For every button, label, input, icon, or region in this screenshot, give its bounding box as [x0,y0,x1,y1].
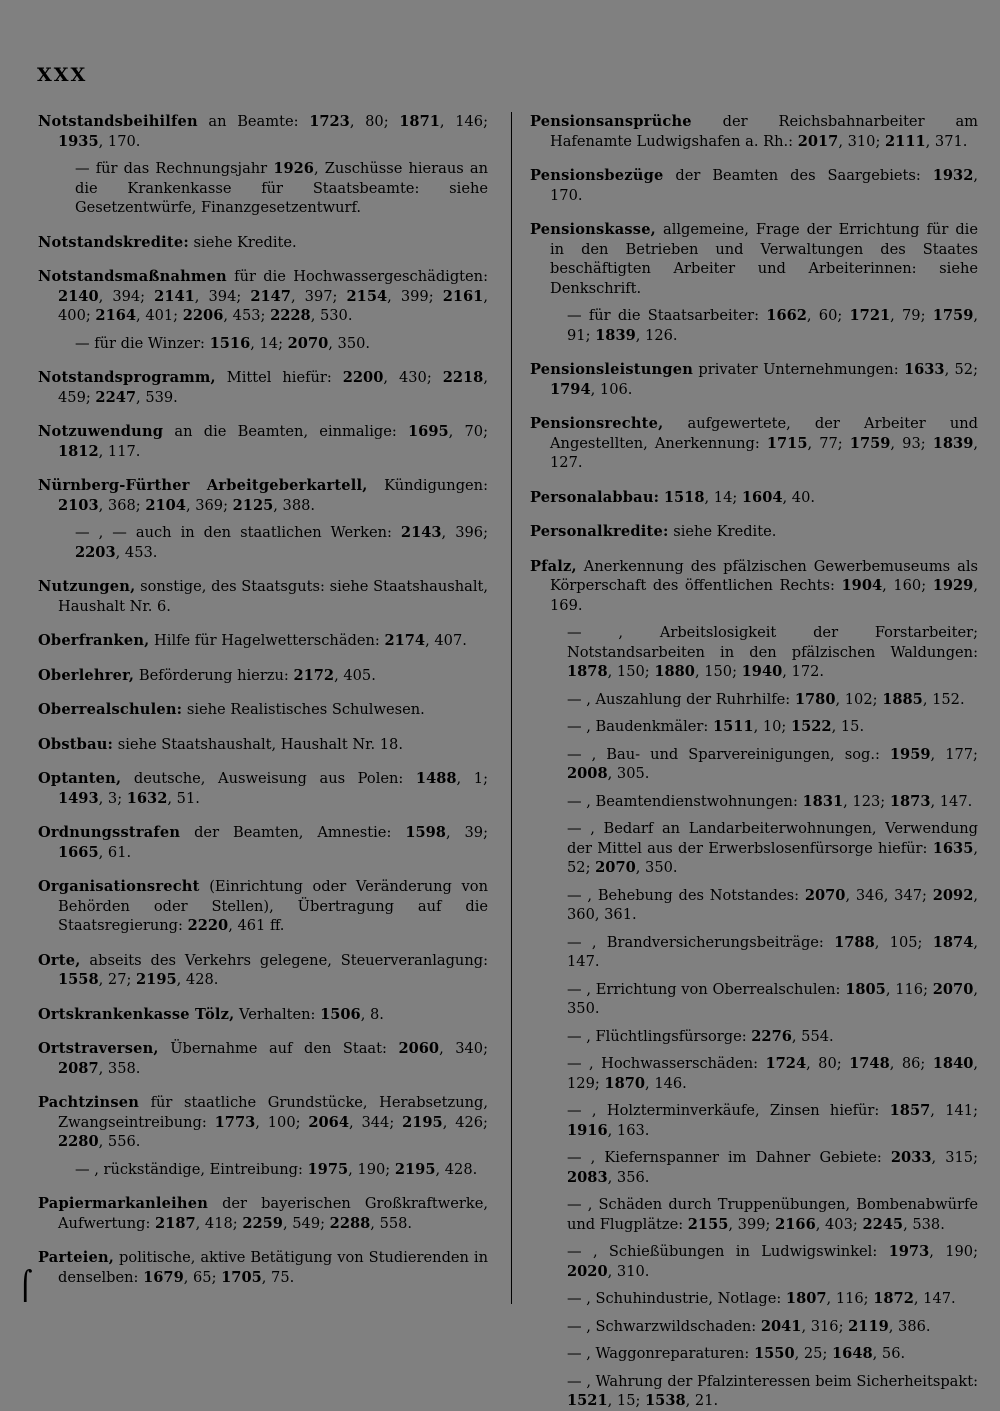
entry-text: für staatliche Grundstücke, Herabsetzung, Zwangseintreibung: 1773, 100; 2064, 344; 2195, 426; 2280, 556. [58,1094,488,1150]
entry-text: — , Wahrung der Pfalzinteressen beim Sicherheitspakt: 1521, 15; 1538, 21. [567,1372,978,1409]
entry-text: — für die Winzer: 1516, 14; 2070, 350. [75,334,371,352]
entry-keyword: Notzuwendung [38,423,164,440]
entry-text: — , Bau- und Sparvereinigungen, sog.: 1959, 177; 2008, 305. [567,745,978,782]
index-entry [38,112,488,151]
entry-keyword: Pensionsbezüge [530,167,664,184]
entry-text: — , Kiefernspanner im Dahner Gebiete: 2033, 315; 2083, 356. [567,1149,978,1186]
entry-keyword: Pachtzinsen [38,1094,140,1111]
entry-text: der Reichsbahnarbeiter am Hafenamte Ludwigshafen a. Rh.: 2017, 310; 2111, 371. [550,113,978,150]
index-entry [38,1093,488,1152]
entry-text: deutsche, Ausweisung aus Polen: 1488, 1; 1493, 3; 1632, 51. [58,770,488,807]
entry-text: — , Brandversicherungsbeiträge: 1788, 105; 1874, 147. [567,933,978,970]
entry-text: Verhalten: 1506, 8. [234,1005,384,1023]
index-subentry [530,1027,978,1047]
entry-text: siehe Staatshaushalt, Haushalt Nr. 18. [113,735,403,753]
entry-keyword: Notstandsprogramm, [38,369,216,386]
entry-keyword: Personalkredite: [530,523,669,540]
index-subentry [530,933,978,972]
index-entry [38,951,488,990]
entry-text: allgemeine, Frage der Errichtung für die in den Betrieben und Verwaltungen des Staates beschäftigten Arbeiter und Arbeiterinnen: siehe Denkschrift. [550,221,978,297]
entry-keyword: Optanten, [38,770,122,787]
entry-text: sonstige, des Staatsguts: siehe Staatshaushalt, Haushalt Nr. 6. [58,578,488,615]
index-subentry [530,1344,978,1364]
index-subentry [530,1101,978,1140]
margin-bracket-mark: ⌠ [18,1269,33,1302]
entry-text: aufgewertete, der Arbeiter und Angestellten, Anerkennung: 1715, 77; 1759, 93; 1839, 127. [550,415,978,471]
entry-keyword: Organisationsrecht [38,878,200,895]
index-entry [38,823,488,862]
index-entry [38,1248,488,1287]
index-entry [38,700,488,720]
entry-text: — , Hochwasserschäden: 1724, 80; 1748, 86; 1840, 129; 1870, 146. [567,1055,979,1092]
index-subentry [530,690,978,710]
entry-keyword: Pensionsleistungen [530,361,694,378]
entry-keyword: Orte, [38,951,81,969]
entry-text: siehe Kredite. [188,233,297,251]
entry-text: Übernahme auf den Staat: 2060, 340; 2087, 358. [58,1040,488,1077]
index-entry [530,360,978,399]
entry-text: Kündigungen: 2103, 368; 2104, 369; 2125, 388. [58,477,489,514]
entry-text: abseits des Verkehrs gelegene, Steuerveranlagung: 1558, 27; 2195, 428. [58,951,488,988]
column-divider [511,112,512,1304]
entry-text: Hilfe für Hagelwetterschäden: 2174, 407. [149,632,467,649]
entry-text: — , Schießübungen in Ludwigswinkel: 1973, 190; 2020, 310. [567,1243,978,1280]
entry-text: an Beamte: 1723, 80; 1871, 146; 1935, 170. [58,113,488,150]
entry-keyword: Notstandskredite: [38,233,189,251]
index-column-left [38,112,488,1287]
entry-keyword: Oberfranken, [38,632,150,649]
index-entry [530,166,978,205]
index-entry [530,414,978,473]
entry-text: — , Schwarzwildschaden: 2041, 316; 2119, 386. [567,1317,931,1335]
entry-text: politische, aktive Betätigung von Studierenden in denselben: 1679, 65; 1705, 75. [58,1249,488,1286]
index-subentry [530,306,978,345]
index-entry [38,769,488,808]
entry-text: — , Arbeitslosigkeit der Forstarbeiter; Notstandsarbeiten in den pfälzischen Waldungen: 1878, 150; 1880, 150; 1940, 172. [567,624,978,680]
index-column-right [530,112,978,1411]
index-entry [38,422,488,461]
entry-keyword: Personalabbau: [530,488,660,506]
index-entry [38,476,488,515]
index-subentry [530,1195,978,1234]
index-entry [38,735,488,755]
index-entry [38,1005,488,1025]
entry-keyword: Notstandsbeihilfen [38,113,198,130]
entry-text: der Beamten des Saargebiets: 1932, 170. [550,167,978,204]
index-subentry [530,1054,978,1093]
index-entry [530,557,978,616]
index-entry [38,233,488,253]
entry-keyword: Pensionsansprüche [530,113,692,130]
entry-keyword: Pfalz, [530,557,577,575]
index-subentry [530,623,978,682]
entry-text: — für das Rechnungsjahr 1926, Zuschüsse hieraus an die Krankenkasse für Staatsbeamte: siehe Gesetzentwürfe, Finanzgesetzentwurf. [75,160,488,216]
index-subentry [530,819,978,878]
entry-text: — , Auszahlung der Ruhrhilfe: 1780, 102; 1885, 152. [567,690,965,708]
index-entry [38,267,488,326]
entry-keyword: Pensionskasse, [530,221,656,238]
entry-keyword: Papiermarkanleihen [38,1195,209,1212]
index-subentry [38,334,488,354]
index-entry [38,631,488,651]
index-subentry [530,792,978,812]
entry-text: — , Baudenkmäler: 1511, 10; 1522, 15. [567,718,865,735]
index-subentry [530,1372,978,1411]
index-subentry [530,1242,978,1281]
entry-text: der Beamten, Amnestie: 1598, 39; 1665, 61. [58,824,489,861]
entry-text: — , Schäden durch Truppenübungen, Bombenabwürfe und Flugplätze: 2155, 399; 2166, 403; 2245, 538. [567,1196,978,1233]
index-subentry [38,523,488,562]
index-entry [38,1194,488,1233]
index-subentry [530,980,978,1019]
entry-text: — , rückständige, Eintreibung: 1975, 190; 2195, 428. [75,1160,478,1178]
entry-text: an die Beamten, einmalige: 1695, 70; 1812, 117. [58,423,488,460]
entry-text: — , Holzterminverkäufe, Zinsen hiefür: 1857, 141; 1916, 163. [567,1102,978,1139]
entry-text: der bayerischen Großkraftwerke, Aufwertung: 2187, 418; 2259, 549; 2288, 558. [58,1195,488,1232]
index-entry [530,488,978,508]
index-entry [38,368,488,407]
entry-text: — für die Staatsarbeiter: 1662, 60; 1721, 79; 1759, 91; 1839, 126. [567,307,978,344]
entry-text: — , Behebung des Notstandes: 2070, 346, 347; 2092, 360, 361. [567,886,978,923]
entry-keyword: Parteien, [38,1249,115,1266]
index-subentry [38,1160,488,1180]
index-subentry [530,1148,978,1187]
index-subentry [530,1317,978,1337]
index-subentry [530,745,978,784]
entry-text: siehe Kredite. [668,523,777,540]
entry-text: — , Beamtendienstwohnungen: 1831, 123; 1873, 147. [567,792,973,810]
index-entry [530,112,978,151]
entry-text: — , Waggonreparaturen: 1550, 25; 1648, 56. [567,1345,906,1362]
entry-text: für die Hochwassergeschädigten: 2140, 394; 2141, 394; 2147, 397; 2154, 399; 2161, 400; 2164, 401; 2206, 453; 2228, 530. [58,268,488,324]
index-entry [38,1039,488,1078]
entry-text: (Einrichtung oder Veränderung von Behörden oder Stellen), Übertragung auf die Staatsregierung: 2220, 461 ff. [58,878,488,934]
entry-text: privater Unternehmungen: 1633, 52; 1794, 106. [550,361,978,398]
entry-keyword: Ortskrankenkasse Tölz, [38,1005,235,1023]
entry-text: siehe Realistisches Schulwesen. [182,701,425,718]
entry-text: — , Schuhindustrie, Notlage: 1807, 116; 1872, 147. [567,1290,956,1307]
entry-text: — , — auch in den staatlichen Werken: 2143, 396; 2203, 453. [75,524,488,561]
index-subentry [38,159,488,218]
index-entry [38,577,488,616]
entry-keyword: Nürnberg-Fürther Arbeitgeberkartell, [38,477,368,494]
entry-keyword: Notstandsmaßnahmen [38,268,227,285]
entry-keyword: Obstbau: [38,735,114,753]
entry-keyword: Pensionsrechte, [530,415,664,432]
index-entry [38,666,488,686]
entry-text: — , Flüchtlingsfürsorge: 2276, 554. [567,1027,834,1045]
index-subentry [530,717,978,737]
index-entry [38,877,488,936]
page-number: XXX [37,64,88,86]
entry-text: 1518, 14; 1604, 40. [663,488,816,506]
index-entry [530,220,978,298]
index-entry [530,522,978,542]
entry-keyword: Oberrealschulen: [38,701,183,718]
entry-text: Mittel hiefür: 2200, 430; 2218, 459; 2247, 539. [58,369,488,406]
entry-text: — , Errichtung von Oberrealschulen: 1805, 116; 2070, 350. [567,980,978,1017]
entry-keyword: Nutzungen, [38,578,136,595]
entry-keyword: Oberlehrer, [38,666,135,684]
index-subentry [530,1289,978,1309]
entry-text: — , Bedarf an Landarbeiterwohnungen, Verwendung der Mittel aus der Erwerbslosenfürsorge hiefür: 1635, 52; 2070, 350. [567,820,978,876]
entry-text: Beförderung hierzu: 2172, 405. [134,666,376,684]
entry-text: Anerkennung des pfälzischen Gewerbemuseums als Körperschaft des öffentlichen Rechts: 1904, 160; 1929, 169. [550,557,978,614]
entry-keyword: Ortstraversen, [38,1040,159,1057]
entry-keyword: Ordnungsstrafen [38,824,181,841]
index-subentry [530,886,978,925]
